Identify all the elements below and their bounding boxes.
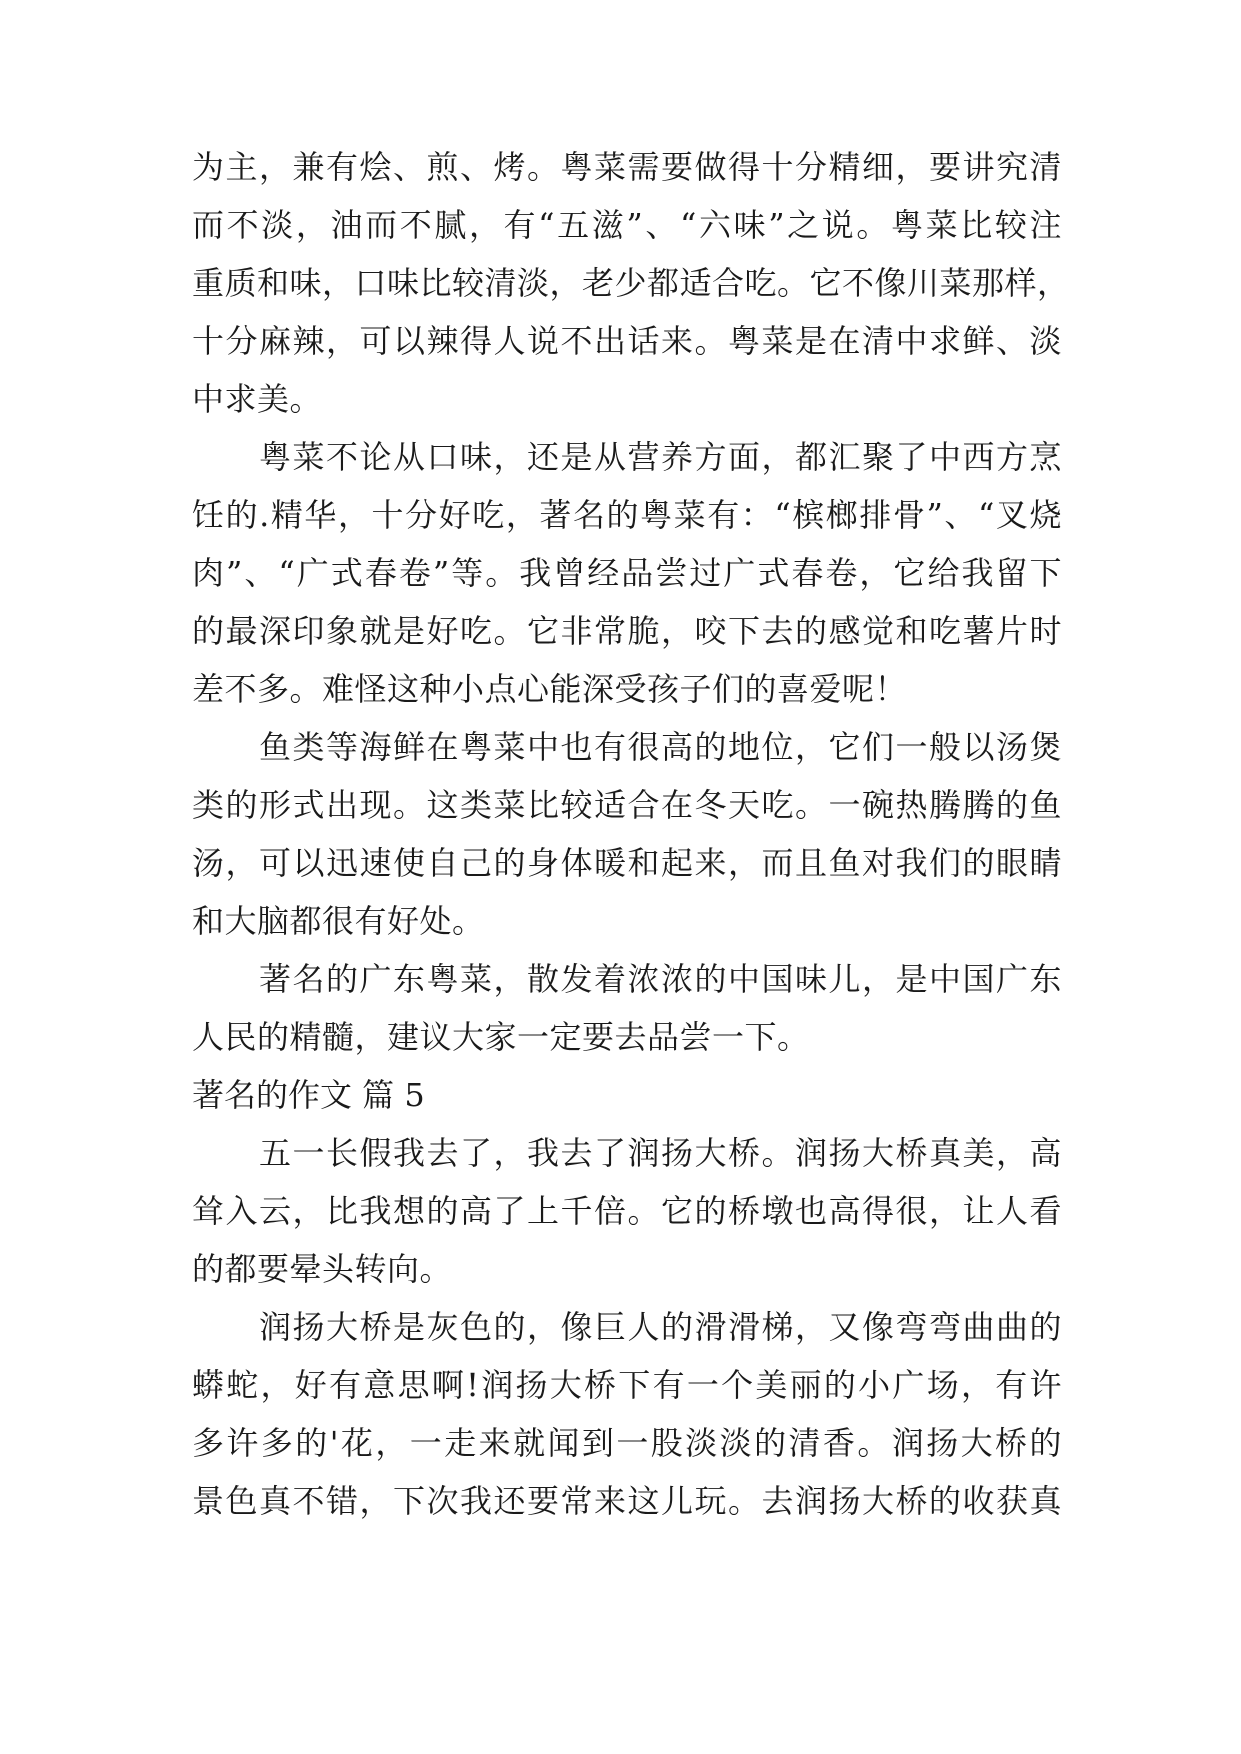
text-line: 粤菜不论从口味，还是从营养方面，都汇聚了中西方烹 bbox=[192, 438, 1062, 476]
text-line: 蟒蛇，好有意思啊!润扬大桥下有一个美丽的小广场，有许 bbox=[192, 1366, 1062, 1404]
text-line: 饪的.精华，十分好吃，著名的粤菜有：“槟榔排骨”、“叉烧 bbox=[192, 496, 1062, 534]
text-line: 著名的广东粤菜，散发着浓浓的中国味儿，是中国广东 bbox=[192, 960, 1062, 998]
text-line: 五一长假我去了，我去了润扬大桥。润扬大桥真美，高 bbox=[192, 1134, 1062, 1172]
text-line: 耸入云，比我想的高了上千倍。它的桥墩也高得很，让人看 bbox=[192, 1192, 1062, 1230]
text-line: 多许多的'花，一走来就闻到一股淡淡的清香。润扬大桥的 bbox=[192, 1424, 1062, 1462]
text-line: 中求美。 bbox=[192, 380, 323, 418]
document-body bbox=[192, 138, 1070, 1530]
text-line: 人民的精髓，建议大家一定要去品尝一下。 bbox=[192, 1018, 810, 1056]
text-line: 汤，可以迅速使自己的身体暖和起来，而且鱼对我们的眼睛 bbox=[192, 844, 1062, 882]
text-line: 和大脑都很有好处。 bbox=[192, 902, 485, 940]
text-line: 差不多。难怪这种小点心能深受孩子们的喜爱呢！ bbox=[192, 670, 908, 708]
text-line: 而不淡，油而不腻，有“五滋”、“六味”之说。粤菜比较注 bbox=[192, 206, 1062, 244]
text-line: 鱼类等海鲜在粤菜中也有很高的地位，它们一般以汤煲 bbox=[192, 728, 1062, 766]
text-line: 景色真不错，下次我还要常来这儿玩。去润扬大桥的收获真 bbox=[192, 1482, 1062, 1520]
text-line: 润扬大桥是灰色的，像巨人的滑滑梯，又像弯弯曲曲的 bbox=[192, 1308, 1062, 1346]
text-line: 重质和味，口味比较清淡，老少都适合吃。它不像川菜那样， bbox=[192, 264, 1070, 302]
text-line: 为主，兼有烩、煎、烤。粤菜需要做得十分精细，要讲究清 bbox=[192, 148, 1062, 186]
text-line: 类的形式出现。这类菜比较适合在冬天吃。一碗热腾腾的鱼 bbox=[192, 786, 1062, 824]
text-line: 的最深印象就是好吃。它非常脆，咬下去的感觉和吃薯片时 bbox=[192, 612, 1062, 650]
section-heading: 著名的作文 篇 5 bbox=[192, 1076, 425, 1114]
text-line: 肉”、“广式春卷”等。我曾经品尝过广式春卷，它给我留下 bbox=[192, 554, 1062, 592]
text-line: 的都要晕头转向。 bbox=[192, 1250, 453, 1288]
text-line: 十分麻辣，可以辣得人说不出话来。粤菜是在清中求鲜、淡 bbox=[192, 322, 1062, 360]
